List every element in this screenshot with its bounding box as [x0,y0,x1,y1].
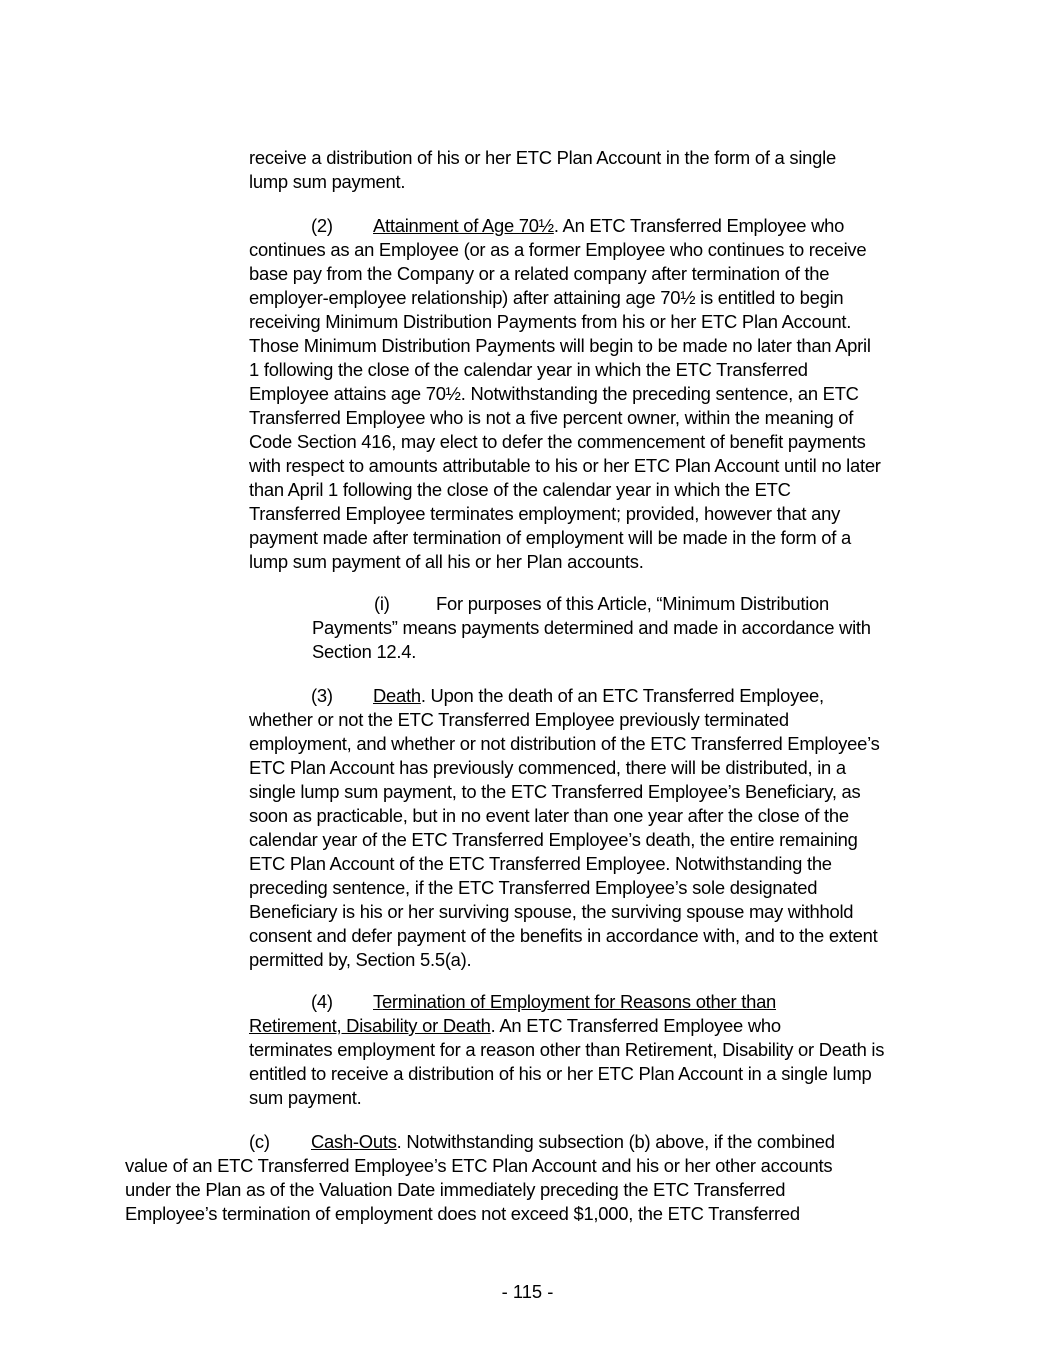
text-line: 1 following the close of the calendar year in which the ETC Transferred [249,359,808,380]
text-line: calendar year of the ETC Transferred Employee’s death, the entire remaining [249,829,858,850]
text-line: employment, and whether or not distribution of the ETC Transferred Employee’s [249,733,880,754]
text-line: preceding sentence, if the ETC Transferred Employee’s sole designated [249,877,818,898]
paragraph-termination-of-employment [249,990,884,1110]
text-line: under the Plan as of the Valuation Date immediately preceding the ETC Transferred [125,1179,786,1200]
text-line: sum payment. [249,1087,362,1108]
text-line: Beneficiary is his or her surviving spouse, the surviving spouse may withhold [249,901,854,922]
text-line: ETC Plan Account of the ETC Transferred Employee. Notwithstanding the [249,853,832,874]
text-line: value of an ETC Transferred Employee’s ETC Plan Account and his or her other accounts [125,1155,833,1176]
text-line: Employee’s termination of employment does not exceed $1,000, the ETC Transferred [125,1203,800,1224]
text-line: with respect to amounts attributable to his or her ETC Plan Account until no later [249,455,881,476]
section-heading: Termination of Employment for Reasons other than [373,991,777,1012]
text-line: whether or not the ETC Transferred Employee previously terminated [249,709,789,730]
paragraph-number: (i) [374,593,390,614]
page-number: - 115 - [501,1281,554,1302]
text-line: lump sum payment of all his or her Plan accounts. [249,551,644,572]
text-line: Transferred Employee terminates employment; provided, however that any [249,503,841,524]
paragraph-minimum-distribution [312,592,871,664]
text-fragment: . An ETC Transferred Employee who [490,1015,781,1036]
text-line: Those Minimum Distribution Payments will begin to be made no later than April [249,335,871,356]
text-line: single lump sum payment, to the ETC Transferred Employee’s Beneficiary, as [249,781,861,802]
text-fragment: . An ETC Transferred Employee who [553,215,845,236]
paragraph-first-line [249,214,881,238]
text-line: consent and defer payment of the benefits in accordance with, and to the extent [249,925,878,946]
text-line: payment made after termination of employment will be made in the form of a [249,527,851,548]
text-fragment: . Notwithstanding subsection (b) above, if the combined [396,1131,835,1152]
text-fragment: . Upon the death of an ETC Transferred Employee, [420,685,824,706]
text-line: receiving Minimum Distribution Payments from his or her ETC Plan Account. [249,311,852,332]
section-heading: Death [373,685,421,706]
text-line: employer-employee relationship) after attaining age 70½ is entitled to begin [249,287,844,308]
paragraph-number: (3) [311,685,333,706]
text-line: lump sum payment. [249,171,406,192]
text-line: entitled to receive a distribution of his or her ETC Plan Account in a single lump [249,1063,872,1084]
text-line: than April 1 following the close of the calendar year in which the ETC [249,479,791,500]
text-line: receive a distribution of his or her ETC Plan Account in the form of a single [249,147,836,168]
paragraph-attainment-of-age [249,214,881,574]
paragraph-first-line [249,684,880,708]
text-line: Payments” means payments determined and made in accordance with [312,617,871,638]
paragraph-first-line [125,1130,835,1154]
text-line: Transferred Employee who is not a five percent owner, within the meaning of [249,407,854,428]
text-line: Code Section 416, may elect to defer the commencement of benefit payments [249,431,866,452]
paragraph-first-line [312,592,871,616]
text-fragment: For purposes of this Article, “Minimum Distribution [436,593,829,614]
paragraph-second-line [249,1014,884,1038]
paragraph-number: (c) [249,1131,270,1152]
paragraph-number: (2) [311,215,333,236]
section-heading: Retirement, Disability or Death [249,1015,491,1036]
text-line: soon as practicable, but in no event later than one year after the close of the [249,805,849,826]
paragraph-first-line [249,990,884,1014]
paragraph-death [249,684,880,972]
section-heading: Cash-Outs [311,1131,397,1152]
paragraph-cash-outs [125,1130,835,1226]
section-heading: Attainment of Age 70½ [373,215,554,236]
text-line: terminates employment for a reason other than Retirement, Disability or Death is [249,1039,885,1060]
text-line: Employee attains age 70½. Notwithstanding the preceding sentence, an ETC [249,383,859,404]
text-line: base pay from the Company or a related company after termination of the [249,263,830,284]
text-line: Section 12.4. [312,641,417,662]
text-line: permitted by, Section 5.5(a). [249,949,472,970]
paragraph-intro [249,146,836,194]
text-line: ETC Plan Account has previously commenced, there will be distributed, in a [249,757,846,778]
paragraph-number: (4) [311,991,333,1012]
text-line: continues as an Employee (or as a former Employee who continues to receive [249,239,867,260]
